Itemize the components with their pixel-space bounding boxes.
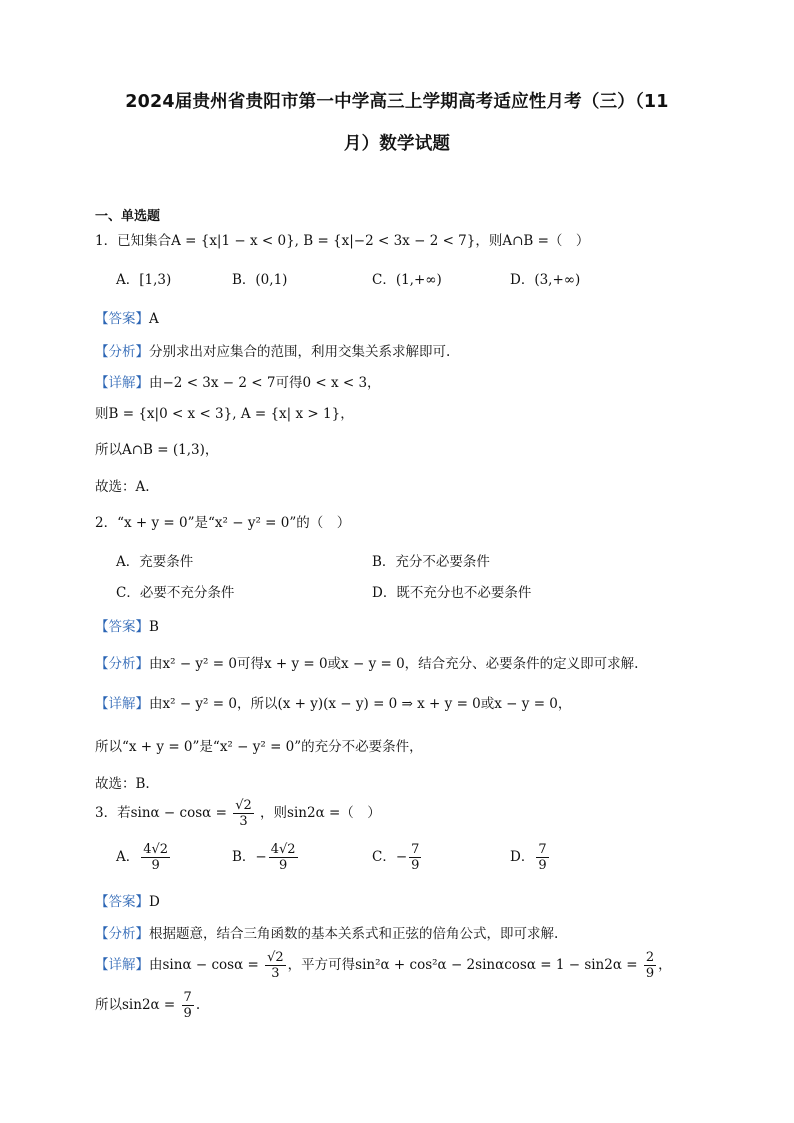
q3-answer: D	[149, 894, 160, 910]
q2-detail-line-2: 所以“x + y = 0”是“x² − y² = 0”的充分不必要条件，	[95, 739, 423, 755]
q3-detail-line	[95, 950, 672, 981]
q1-answer: A	[149, 311, 159, 327]
q3-detail-middle: ，平方可得sin²α + cos²α − 2sinαcosα = 1 − sin2α =	[287, 957, 638, 973]
fraction-numerator: 7	[411, 842, 420, 857]
q2-option-c: C．必要不充分条件	[116, 585, 235, 601]
q1-detail-line-2: 则B = {x|0 < x < 3}, A = {x| x > 1}，	[95, 406, 354, 422]
q1-stem: 1．已知集合A = {x|1 − x < 0}, B = {x|−2 < 3x − 2 < 7}，则A∩B =（ ）	[95, 233, 590, 249]
q1-option-c: C．(1,+∞)	[372, 272, 442, 288]
fraction-denominator: 9	[538, 858, 547, 873]
q3-result-fraction	[182, 990, 194, 1021]
q3-stem	[95, 798, 381, 829]
fraction-denominator: 9	[645, 966, 655, 981]
option-fraction	[269, 842, 298, 873]
document-title-line-1: 2024届贵州省贵阳市第一中学高三上学期高考适应性月考（三）（11	[125, 92, 669, 112]
q2-analysis: 由x² − y² = 0可得x + y = 0或x − y = 0，结合充分、必要条件的定义即可求解.	[149, 656, 639, 672]
q1-answer-line	[95, 307, 159, 327]
fraction-denominator: 3	[271, 966, 280, 981]
q3-option-a	[116, 842, 172, 873]
q3-detail-suffix: ，	[658, 957, 672, 973]
q2-detail-1: 由x² − y² = 0，所以(x + y)(x − y) = 0 ⇒ x + y = 0或x − y = 0，	[149, 696, 572, 712]
fraction-denominator: 9	[279, 858, 288, 873]
fraction-denominator: 9	[411, 858, 420, 873]
q2-detail-line-1	[95, 692, 571, 712]
option-label: C．−	[372, 849, 408, 865]
q1-option-b: B．(0,1)	[232, 272, 288, 288]
q2-stem: 2．“x + y = 0”是“x² − y² = 0”的（ ）	[95, 515, 351, 531]
option-label: B．−	[232, 849, 267, 865]
fraction-numerator: 4√2	[143, 842, 169, 857]
q3-stem-prefix: 3．若sinα − cosα =	[95, 805, 227, 821]
q3-analysis-line	[95, 922, 558, 942]
q1-detail-line-3: 所以A∩B = (1,3)，	[95, 442, 219, 458]
q3-option-d	[510, 842, 551, 873]
detail-label: 【详解】	[95, 696, 149, 712]
q3-stem-fraction	[233, 798, 254, 829]
q3-answer-line	[95, 890, 160, 910]
q2-option-a: A．充要条件	[116, 554, 194, 570]
fraction-numerator: 4√2	[270, 842, 296, 857]
q3-detail-prefix: 由sinα − cosα =	[149, 957, 259, 973]
analysis-label: 【分析】	[95, 656, 149, 672]
fraction-numerator: 2	[645, 950, 655, 965]
option-label: D．	[510, 849, 535, 865]
q2-answer: B	[149, 619, 159, 635]
answer-label: 【答案】	[95, 619, 149, 635]
q1-option-d: D．(3,+∞)	[510, 272, 581, 288]
q1-detail-1: 由−2 < 3x − 2 < 7可得0 < x < 3，	[149, 375, 381, 391]
option-label: A．	[116, 849, 140, 865]
detail-label: 【详解】	[95, 375, 149, 391]
q3-result-prefix: 所以sin2α =	[95, 997, 176, 1013]
detail-label: 【详解】	[95, 957, 149, 973]
answer-label: 【答案】	[95, 894, 149, 910]
q2-answer-line	[95, 615, 159, 635]
option-fraction	[536, 842, 548, 873]
section-heading: 一、单选题	[95, 209, 161, 224]
q2-conclusion: 故选：B.	[95, 776, 150, 792]
analysis-label: 【分析】	[95, 344, 149, 360]
q1-analysis: 分别求出对应集合的范围，利用交集关系求解即可.	[149, 344, 451, 360]
q3-detail-fraction-2	[644, 950, 656, 981]
fraction-numerator: 7	[538, 842, 547, 857]
fraction-denominator: 9	[183, 1006, 192, 1021]
analysis-label: 【分析】	[95, 926, 149, 942]
q1-analysis-line	[95, 340, 450, 360]
fraction-denominator: 9	[151, 858, 160, 873]
option-fraction	[141, 842, 170, 873]
q2-analysis-line	[95, 652, 638, 672]
q3-analysis: 根据题意，结合三角函数的基本关系式和正弦的倍角公式，即可求解.	[149, 926, 559, 942]
option-fraction	[409, 842, 421, 873]
q2-option-b: B．充分不必要条件	[372, 554, 490, 570]
q1-conclusion: 故选：A.	[95, 479, 150, 495]
q2-option-d: D．既不充分也不必要条件	[372, 585, 532, 601]
q3-detail-fraction-1	[265, 950, 286, 981]
q1-detail-line-1	[95, 371, 381, 391]
q3-option-b	[232, 842, 300, 873]
document-title-line-2: 月）数学试题	[343, 134, 451, 154]
q3-stem-suffix: ，则sin2α =（ ）	[260, 805, 381, 821]
q1-option-a: A．[1,3)	[116, 272, 172, 288]
q3-result-line	[95, 990, 200, 1021]
fraction-numerator: 7	[183, 990, 192, 1005]
fraction-numerator: √2	[267, 950, 284, 965]
q3-result-suffix: .	[195, 997, 201, 1013]
q3-option-c	[372, 842, 423, 873]
fraction-numerator: √2	[235, 798, 252, 813]
fraction-denominator: 3	[239, 814, 248, 829]
answer-label: 【答案】	[95, 311, 149, 327]
